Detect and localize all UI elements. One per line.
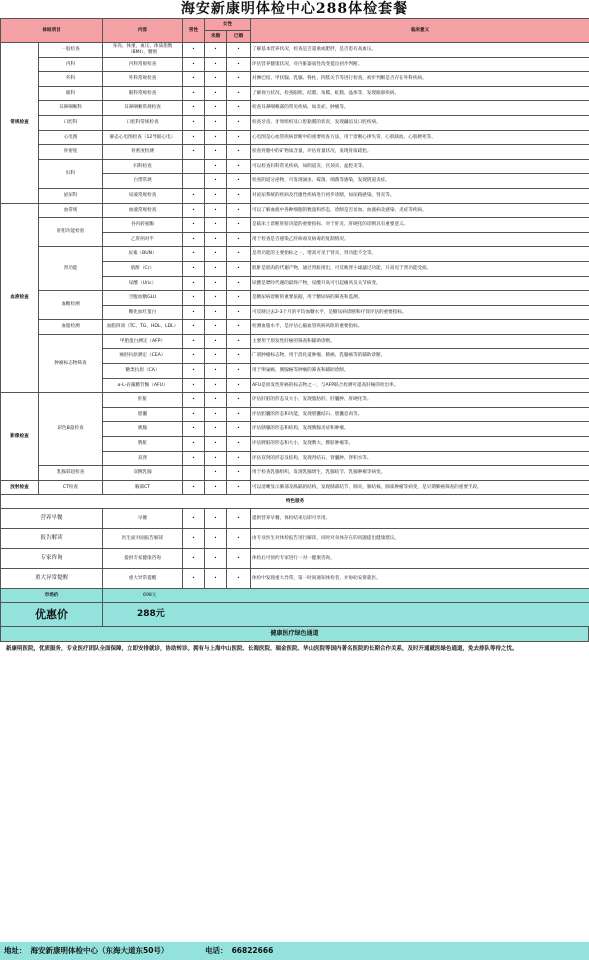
item-cell: 彩色B超检查 xyxy=(39,393,103,466)
content-cell: 空腹血糖GLU xyxy=(103,291,183,306)
check-cell: • xyxy=(227,334,251,349)
table-row xyxy=(1,393,589,408)
meaning-cell: 评估营养健康状况，对内脏器质性改变提出初步判断。 xyxy=(251,57,589,72)
meaning-cell: 用于检查是否感染乙肝病毒及病毒的复制情况。 xyxy=(251,232,589,247)
content-cell: 身高、体重、血压、体质指数（BMI）、腰围 xyxy=(103,43,183,58)
check-cell: • xyxy=(205,466,227,481)
check-cell: • xyxy=(227,43,251,58)
service-item: 营养早餐 xyxy=(1,509,103,529)
check-cell: • xyxy=(205,378,227,393)
table-row xyxy=(1,86,589,101)
header-male: 男性 xyxy=(183,19,205,43)
meaning-cell: 是临床上诊断肝脏功能的重要指标，对于肝炎、肝硬化的诊断具有重要意义。 xyxy=(251,218,589,233)
content-cell: 胰腺 xyxy=(103,422,183,437)
service-item: 专家咨询 xyxy=(1,549,103,569)
item-cell: 泌尿科 xyxy=(39,188,103,203)
phone-label: 电话： xyxy=(205,946,228,955)
content-cell: 内科常规检查 xyxy=(103,57,183,72)
meaning-cell: 尿酸是嘌呤代谢的最终产物，尿酸升高可引起痛风及关节病变。 xyxy=(251,276,589,291)
category-cell: 血液检查 xyxy=(1,203,39,393)
meaning-cell: 对淋巴结、甲状腺、乳腺、脊柱、四肢关节等进行检查，初步判断是否存在外科疾病。 xyxy=(251,72,589,87)
header-content: 内容 xyxy=(103,19,183,43)
check-cell: • xyxy=(205,305,227,320)
content-cell: 双肾 xyxy=(103,451,183,466)
check-cell: • xyxy=(183,509,205,529)
service-meaning: 提供营养早餐，体检结束后即可享用。 xyxy=(251,509,589,529)
table-row xyxy=(1,218,589,233)
check-cell: • xyxy=(205,364,227,379)
table-row xyxy=(1,101,589,116)
item-cell: 眼科 xyxy=(39,86,103,101)
item-cell: CT检查 xyxy=(39,480,103,495)
content-cell: 胸部CT xyxy=(103,480,183,495)
services-title: 特色服务 xyxy=(1,495,589,509)
market-price-value: 698元 xyxy=(103,589,589,603)
header-item: 体检项目 xyxy=(1,19,103,43)
meaning-cell: 可反映过去2-3个月的平均血糖水平，是糖尿病诊断和疗效评估的重要指标。 xyxy=(251,305,589,320)
content-cell: 白带常规 xyxy=(103,174,183,189)
check-cell: • xyxy=(205,261,227,276)
check-cell: • xyxy=(227,261,251,276)
check-cell: • xyxy=(227,569,251,589)
check-cell: • xyxy=(227,72,251,87)
check-cell: • xyxy=(205,320,227,335)
check-cell: • xyxy=(227,276,251,291)
address-bar xyxy=(0,942,589,960)
category-cell: 影像检查 xyxy=(1,393,39,481)
service-content: 提供专家健康咨询 xyxy=(103,549,183,569)
table-row xyxy=(1,188,589,203)
item-cell: 内科 xyxy=(39,57,103,72)
table-row xyxy=(1,57,589,72)
check-cell: • xyxy=(183,57,205,72)
check-cell: • xyxy=(205,43,227,58)
meaning-cell: 主要用于原发性肝癌的筛查和辅助诊断。 xyxy=(251,334,589,349)
check-cell: • xyxy=(183,261,205,276)
check-cell: • xyxy=(205,349,227,364)
header-unmarried: 未婚 xyxy=(205,31,227,43)
item-cell: 血糖检测 xyxy=(39,291,103,320)
check-cell: • xyxy=(205,72,227,87)
check-cell: • xyxy=(183,364,205,379)
item-cell: 肾功能 xyxy=(39,247,103,291)
table-row xyxy=(1,291,589,306)
category-cell: 常规检查 xyxy=(1,43,39,204)
promo-price-label: 优惠价 xyxy=(1,603,103,627)
service-content: 医生面对面报告解读 xyxy=(103,529,183,549)
meaning-cell: 对泌尿系统的疾病及代谢性疾病进行初步诊断，如尿路感染、肾炎等。 xyxy=(251,188,589,203)
market-price-label: 市场价 xyxy=(1,589,103,603)
table-row xyxy=(1,203,589,218)
package-table xyxy=(0,18,589,627)
check-cell: • xyxy=(227,57,251,72)
table-row xyxy=(1,115,589,130)
meaning-cell: 了解基本营养状况，检查是否超重或肥胖，是否患有高血压。 xyxy=(251,43,589,58)
check-cell: • xyxy=(227,480,251,495)
promo-price-value: 288元 xyxy=(103,603,589,627)
check-cell: • xyxy=(205,247,227,262)
check-cell: • xyxy=(227,159,251,174)
meaning-cell: 是肾功能的主要指标之一，增高可见于肾炎、肾功能不全等。 xyxy=(251,247,589,262)
check-cell: • xyxy=(227,451,251,466)
check-cell: • xyxy=(227,549,251,569)
check-cell: • xyxy=(205,86,227,101)
check-cell: • xyxy=(227,247,251,262)
table-row xyxy=(1,334,589,349)
check-cell: • xyxy=(183,247,205,262)
item-cell: 血脂检测 xyxy=(39,320,103,335)
check-cell: • xyxy=(183,203,205,218)
header-female: 女性 xyxy=(205,19,251,31)
check-cell: • xyxy=(183,115,205,130)
item-cell: 耳鼻咽喉科 xyxy=(39,101,103,116)
content-cell: 双侧乳腺 xyxy=(103,466,183,481)
check-cell: • xyxy=(205,334,227,349)
check-cell: • xyxy=(227,349,251,364)
check-cell: • xyxy=(227,437,251,452)
content-cell: 耳鼻咽喉常规检查 xyxy=(103,101,183,116)
address-value: 海安新康明体检中心（东海大道东50号） xyxy=(30,946,169,955)
check-cell: • xyxy=(227,130,251,145)
check-cell: • xyxy=(205,569,227,589)
check-cell: • xyxy=(205,422,227,437)
meaning-cell: 是糖尿病诊断的重要依据，用于糖尿病的筛查和监测。 xyxy=(251,291,589,306)
content-cell: 尿液常规检查 xyxy=(103,188,183,203)
check-cell: • xyxy=(183,43,205,58)
check-cell: • xyxy=(205,480,227,495)
footnote-text: 新康明医院，优质服务，专业医疗团队全面保障，立即安排就诊，协助转诊。拥有与上海中山医院、长海医院、瑞金医院、华山医院等国内著名医院的长期合作关系，及时开通就医绿色通道，免去排队等待之忧。 xyxy=(6,646,518,653)
content-cell: 糖化血红蛋白 xyxy=(103,305,183,320)
item-cell: 心电图 xyxy=(39,130,103,145)
table-row xyxy=(1,145,589,160)
meaning-cell: 广谱肿瘤标志物，用于消化道肿瘤、肺癌、乳腺癌等的辅助诊断。 xyxy=(251,349,589,364)
service-row xyxy=(1,509,589,529)
table-row xyxy=(1,130,589,145)
category-cell: 放射检查 xyxy=(1,480,39,495)
check-cell: • xyxy=(205,101,227,116)
table-row xyxy=(1,159,589,174)
check-cell: • xyxy=(183,101,205,116)
check-cell: • xyxy=(183,188,205,203)
item-cell: 血常规 xyxy=(39,203,103,218)
check-cell: • xyxy=(205,509,227,529)
check-cell: • xyxy=(183,232,205,247)
check-cell: • xyxy=(205,451,227,466)
check-cell: • xyxy=(227,407,251,422)
service-meaning: 体检中发现重大异常，第一时间通知体检者，并协助安排就医。 xyxy=(251,569,589,589)
content-cell: 妇科检查 xyxy=(103,159,183,174)
content-cell: 乙肝两对半 xyxy=(103,232,183,247)
check-cell: • xyxy=(205,291,227,306)
check-cell: • xyxy=(227,422,251,437)
meaning-cell: 评估胆囊的形态和功能，发现胆囊结石、胆囊息肉等。 xyxy=(251,407,589,422)
check-cell: • xyxy=(183,291,205,306)
check-cell: • xyxy=(227,509,251,529)
check-cell: • xyxy=(183,130,205,145)
market-price-row xyxy=(1,589,589,603)
check-cell: • xyxy=(227,115,251,130)
check-cell: • xyxy=(227,188,251,203)
check-cell: • xyxy=(205,115,227,130)
check-cell: • xyxy=(227,232,251,247)
content-cell: 胆囊 xyxy=(103,407,183,422)
meaning-cell: 检查阴道分泌物，可发现滴虫、霉菌、细菌等感染，发现阴道炎症。 xyxy=(251,174,589,189)
check-cell: • xyxy=(183,320,205,335)
check-cell: • xyxy=(183,334,205,349)
content-cell: α-L-岩藻糖苷酶（AFU） xyxy=(103,378,183,393)
check-cell: • xyxy=(227,291,251,306)
content-cell: 脾脏 xyxy=(103,437,183,452)
item-cell: 肿瘤标志物筛查 xyxy=(39,334,103,392)
check-cell: • xyxy=(183,86,205,101)
content-cell: 肝脏 xyxy=(103,393,183,408)
content-cell: 静态心电图检查（12导联心电） xyxy=(103,130,183,145)
meaning-cell: 检查耳鼻咽喉部的常见疾病，如炎症、肿瘤等。 xyxy=(251,101,589,116)
check-cell: • xyxy=(227,203,251,218)
check-cell: • xyxy=(183,276,205,291)
content-cell: 尿酸（Uric） xyxy=(103,276,183,291)
check-cell: • xyxy=(183,393,205,408)
check-cell: • xyxy=(183,305,205,320)
services-title-row xyxy=(1,495,589,509)
content-cell: 肌酐（Cr） xyxy=(103,261,183,276)
meaning-cell: 用于检查乳腺组织，发现乳腺增生、乳腺结节、乳腺肿瘤等病变。 xyxy=(251,466,589,481)
service-row xyxy=(1,549,589,569)
content-cell: 尿素（BUN） xyxy=(103,247,183,262)
check-cell: • xyxy=(205,393,227,408)
meaning-cell: 可以清晰显示肺部及纵隔的结构，发现肺部结节、肺炎、肺结核、肺部肿瘤等病变，是早期肺癌筛查的重要手段。 xyxy=(251,480,589,495)
table-row xyxy=(1,466,589,481)
check-cell: • xyxy=(227,364,251,379)
check-cell: • xyxy=(205,145,227,160)
check-cell: • xyxy=(227,86,251,101)
check-cell: • xyxy=(183,378,205,393)
check-cell: • xyxy=(205,203,227,218)
meaning-cell: 可以检查妇科常见疾病，如阴道炎、宫颈炎、盆腔炎等。 xyxy=(251,159,589,174)
content-cell: 糖类抗原（CA） xyxy=(103,364,183,379)
check-cell xyxy=(183,466,205,481)
promo-price-row xyxy=(1,603,589,627)
item-cell: 外科 xyxy=(39,72,103,87)
content-cell: 外科常规检查 xyxy=(103,72,183,87)
meaning-cell: 用于卵巢癌、胰腺癌等肿瘤的筛查和辅助诊断。 xyxy=(251,364,589,379)
service-row xyxy=(1,569,589,589)
check-cell: • xyxy=(183,480,205,495)
address-label: 地址： xyxy=(4,946,27,955)
meaning-cell: 检测血脂水平，是评估心脑血管疾病风险的重要指标。 xyxy=(251,320,589,335)
phone-value: 66822666 xyxy=(231,946,274,955)
content-cell: 口腔科常规检查 xyxy=(103,115,183,130)
check-cell: • xyxy=(205,159,227,174)
item-cell: 一般检查 xyxy=(39,43,103,58)
check-cell: • xyxy=(205,57,227,72)
service-item: 重大异常提醒 xyxy=(1,569,103,589)
check-cell: • xyxy=(183,549,205,569)
meaning-cell: 检查骨骼中的矿物质含量，评估骨量状况，发现骨质疏松。 xyxy=(251,145,589,160)
check-cell: • xyxy=(205,174,227,189)
check-cell: • xyxy=(205,130,227,145)
meaning-cell: 心电图是心血管疾病诊断中的重要检查方法，用于诊断心律失常、心肌缺血、心肌梗死等。 xyxy=(251,130,589,145)
meaning-cell: 评估肝脏的形态及大小，发现脂肪肝、肝囊肿、肝硬化等。 xyxy=(251,393,589,408)
service-meaning: 体检后可预约专家进行一对一健康咨询。 xyxy=(251,549,589,569)
check-cell: • xyxy=(183,451,205,466)
check-cell: • xyxy=(205,218,227,233)
table-row xyxy=(1,247,589,262)
meaning-cell: 评估双肾的形态及结构，发现肾结石、肾囊肿、肾积水等。 xyxy=(251,451,589,466)
check-cell: • xyxy=(205,437,227,452)
check-cell: • xyxy=(227,218,251,233)
check-cell: • xyxy=(227,529,251,549)
table-row xyxy=(1,72,589,87)
check-cell: • xyxy=(227,305,251,320)
check-cell: • xyxy=(183,72,205,87)
content-cell: 癌胚抗原测定（CEA） xyxy=(103,349,183,364)
check-cell: • xyxy=(227,174,251,189)
service-row xyxy=(1,529,589,549)
content-cell: 血脂四项（TC、TG、HDL、LDL） xyxy=(103,320,183,335)
content-cell: 骨密度检测 xyxy=(103,145,183,160)
item-cell: 肝胆功能检验 xyxy=(39,218,103,247)
green-channel-bar: 健康医疗绿色通道 xyxy=(0,627,589,642)
check-cell: • xyxy=(227,145,251,160)
service-content: 早餐 xyxy=(103,509,183,529)
check-cell: • xyxy=(205,529,227,549)
content-cell: 谷丙转氨酶 xyxy=(103,218,183,233)
service-content: 重大异常提醒 xyxy=(103,569,183,589)
check-cell: • xyxy=(205,549,227,569)
item-cell: 骨密度 xyxy=(39,145,103,160)
check-cell: • xyxy=(183,437,205,452)
check-cell: • xyxy=(227,320,251,335)
check-cell: • xyxy=(205,188,227,203)
check-cell: • xyxy=(205,232,227,247)
check-cell: • xyxy=(205,407,227,422)
check-cell: • xyxy=(227,101,251,116)
check-cell: • xyxy=(183,569,205,589)
service-meaning: 由专业医生对体检报告进行解读，同时对身体存在的问题提出健康建议。 xyxy=(251,529,589,549)
header-meaning: 临床意义 xyxy=(251,19,589,43)
content-cell: 血液常规检查 xyxy=(103,203,183,218)
table-row xyxy=(1,480,589,495)
check-cell: • xyxy=(205,276,227,291)
content-cell: 甲胎蛋白测定（AFP） xyxy=(103,334,183,349)
item-cell: 口腔科 xyxy=(39,115,103,130)
content-cell: 眼科常规检查 xyxy=(103,86,183,101)
table-row xyxy=(1,320,589,335)
item-cell: 乳腺彩超检查 xyxy=(39,466,103,481)
check-cell: • xyxy=(183,422,205,437)
meaning-cell: 检查牙齿、牙周组织及口腔黏膜的状况，发现龋齿及口腔疾病。 xyxy=(251,115,589,130)
meaning-cell: 了解视力状况，检查眼睑、结膜、角膜、虹膜、晶体等，发现眼部疾病。 xyxy=(251,86,589,101)
check-cell: • xyxy=(183,218,205,233)
meaning-cell: 肌酐是肌肉的代谢产物，通过肾脏排出，可反映肾小球滤过功能，升高见于肾功能受损。 xyxy=(251,261,589,276)
check-cell: • xyxy=(183,529,205,549)
check-cell: • xyxy=(183,145,205,160)
meaning-cell: 可以了解血液中各种细胞的数量和形态，诊断是否贫血、血液病及感染、炎症等疾病。 xyxy=(251,203,589,218)
meaning-cell: 评估胰腺的形态和结构，发现胰腺炎症和肿瘤。 xyxy=(251,422,589,437)
check-cell: • xyxy=(183,407,205,422)
header-married: 已婚 xyxy=(227,31,251,43)
item-cell: 妇科 xyxy=(39,159,103,188)
meaning-cell: 评估脾脏的形态和大小，发现脾大、脾脏肿瘤等。 xyxy=(251,437,589,452)
service-item: 报告解读 xyxy=(1,529,103,549)
check-cell: • xyxy=(183,349,205,364)
page-title: 海安新康明体检中心288体检套餐 xyxy=(180,1,409,17)
check-cell: • xyxy=(227,393,251,408)
table-row xyxy=(1,43,589,58)
table-header-row xyxy=(1,19,589,31)
check-cell xyxy=(183,159,205,174)
check-cell: • xyxy=(227,378,251,393)
meaning-cell: AFU是原发性肝癌的标志物之一，与AFP联合检测可提高肝癌的检出率。 xyxy=(251,378,589,393)
check-cell xyxy=(183,174,205,189)
check-cell: • xyxy=(227,466,251,481)
